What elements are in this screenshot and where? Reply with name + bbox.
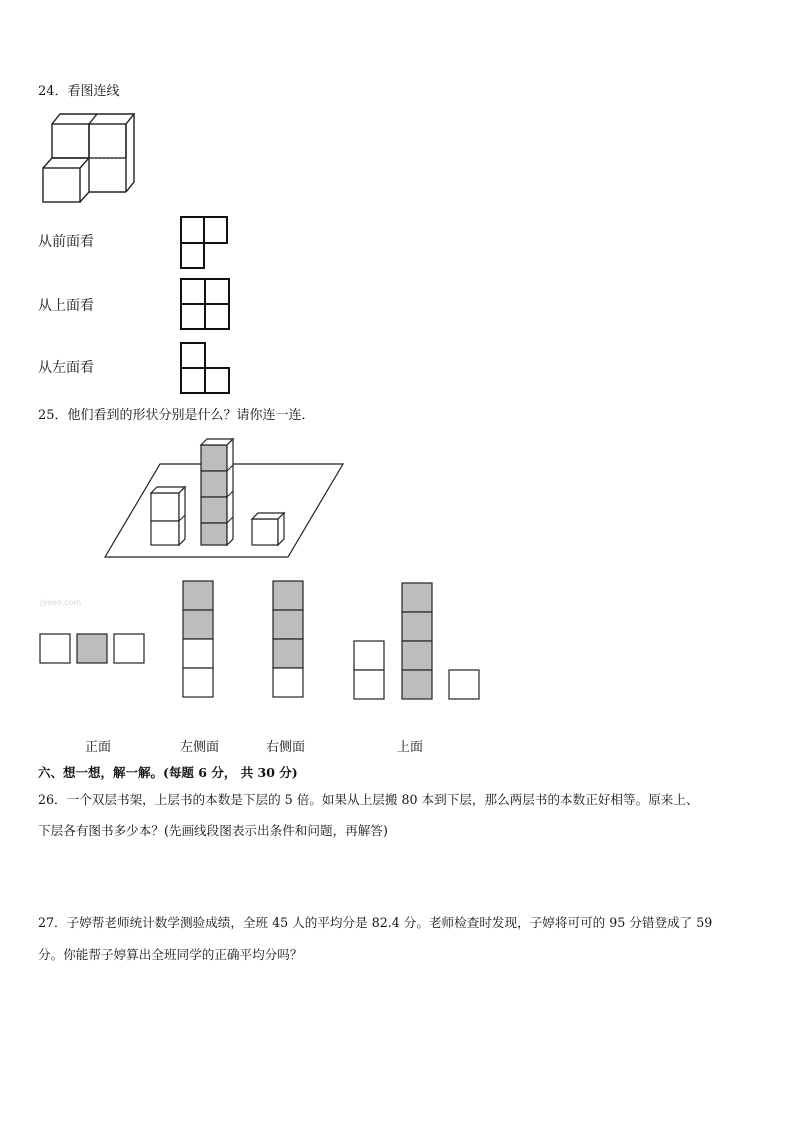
watermark: jyeoo.com (40, 598, 82, 607)
q27-line2: 分。你能帮子婷算出全班同学的正确平均分吗？ (38, 947, 303, 962)
q27-line1: 27．子婷帮老师统计数学测验成绩，全班 45 人的平均分是 82.4 分。老师检查时发现，子婷将可可的 95 分错登成了 59 (38, 915, 713, 930)
q24-view-top-label: 从上面看 (38, 298, 94, 314)
q24-view-left-label: 从左面看 (38, 360, 94, 376)
q24-view-front-label: 从前面看 (38, 234, 94, 250)
q25-view-right (273, 581, 305, 701)
q25-view-top (354, 583, 482, 703)
q25-view-front (40, 634, 145, 666)
q25-title: 25．他们看到的形状分别是什么？请你连一连． (38, 408, 315, 423)
q24-title: 24．看图连线 (38, 84, 120, 99)
q25-view-left (183, 581, 215, 701)
q25-scene-figure (100, 435, 350, 565)
section6-heading: 六、想一想，解一解。(每题 6 分， 共 30 分) (38, 765, 298, 780)
q25-label-right: 右侧面 (266, 740, 306, 755)
q25-label-front: 正面 (85, 740, 112, 755)
q24-cube-figure (38, 110, 138, 210)
q25-label-top: 上面 (397, 740, 424, 755)
q24-left-view-grid (180, 342, 232, 396)
q26-line2: 下层各有图书多少本？(先画线段图表示出条件和问题，再解答) (38, 823, 388, 838)
q25-label-left: 左侧面 (180, 740, 220, 755)
q26-line1: 26．一个双层书架，上层书的本数是下层的 5 倍。如果从上层搬 80 本到下层，那么两层书的本数正好相等。原来上、 (38, 792, 699, 807)
q24-front-view-grid (180, 216, 230, 270)
q24-top-view-grid (180, 278, 232, 332)
